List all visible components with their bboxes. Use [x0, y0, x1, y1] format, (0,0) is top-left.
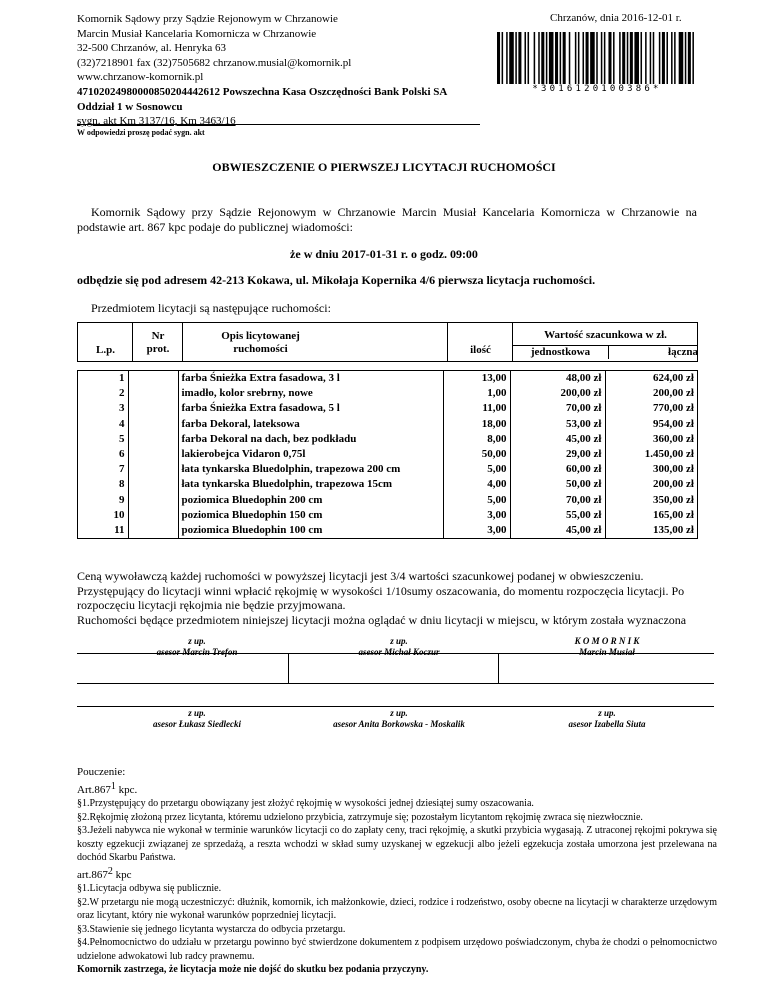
cell-ilosc: 13,00 — [443, 371, 510, 386]
signature-line — [77, 653, 714, 654]
signature-cell — [299, 708, 499, 730]
header-website: www.chrzanow-komornik.pl — [77, 71, 204, 84]
barcode-bar — [619, 32, 621, 84]
cell-nr — [128, 523, 178, 538]
barcode-bar — [555, 32, 558, 84]
signature-row — [77, 702, 714, 738]
cell-laczna: 350,00 zł — [653, 493, 694, 506]
cell-opis: farba Śnieżka Extra fasadowa, 5 l — [178, 401, 443, 416]
cell-opis: lakierobejca Vidaron 0,75l — [178, 447, 443, 462]
document-title: OBWIESZCZENIE O PIERWSZEJ LICYTACJI RUCHOMOŚCI — [212, 160, 556, 174]
article-sup: 1 — [110, 780, 116, 792]
signature-row — [77, 630, 714, 666]
table-row — [78, 462, 697, 477]
barcode-bar — [549, 32, 554, 84]
barcode-bar — [560, 32, 562, 84]
header-cell-ilosc — [448, 323, 513, 361]
cell-jedn: 55,00 zł — [510, 508, 605, 523]
header-cell-nr — [133, 323, 183, 361]
cell-lp: 7 — [78, 462, 128, 477]
barcode-bar — [671, 32, 673, 84]
cell-lp: 4 — [78, 417, 128, 432]
cell-jedn: 70,00 zł — [510, 493, 605, 508]
barcode-bar — [688, 32, 691, 84]
barcode-bar — [509, 32, 514, 84]
signature-line — [77, 683, 714, 684]
cell-nr — [128, 493, 178, 508]
barcode-bar — [596, 32, 598, 84]
cell-opis: łata tynkarska Bluedolphin, trapezowa 15cm — [178, 477, 443, 492]
signature-name: asesor Anita Borkowska - Moskalik — [333, 719, 465, 729]
signature-top: z up. — [390, 636, 408, 646]
signature-cell — [507, 636, 707, 658]
header-bank-branch: Oddział 1 w Sosnowcu — [77, 100, 183, 113]
legal-notice — [77, 766, 717, 977]
cell-opis: farba Dekoral, lateksowa — [178, 417, 443, 432]
cell-laczna: 165,00 zł — [653, 508, 694, 521]
header-cell-lp — [78, 323, 133, 361]
header-ilosc: ilość — [470, 344, 491, 356]
signature-cell — [299, 636, 499, 658]
barcode-bar — [685, 32, 687, 84]
barcode-bar — [575, 32, 577, 84]
notice-paragraph: §2.Rękojmię złożoną przez licytanta, któremu udzielono przybicia, zatrzymuje się; pozostałym licytantom rękojmię zwraca się niezwłocznie. — [77, 811, 643, 823]
cell-nr — [128, 417, 178, 432]
cell-jedn: 70,00 zł — [510, 401, 605, 416]
cell-nr — [128, 401, 178, 416]
subject-line: Przedmiotem licytacji są następujące ruchomości: — [91, 301, 331, 315]
notice-paragraph: §3.Jeżeli nabywca nie wykonał w terminie warunków licytacji co do zapłaty ceny, traci rękojmię, a skutki przybicia wygasają. Z utraconej rękojmi pokrywa się koszty egzekucji związanej ze sprzedażą, a reszta wchodzi w skład sumy uzyskanej w egzekucji albo jeżeli egzekucja została umorzona jest przelewana na dochód Skarbu Państwa. — [77, 825, 717, 863]
header-bank-account: 47102024980000850204442612 Powszechna Kasa Oszczędności Bank Polski SA — [77, 85, 448, 98]
signature-top: z up. — [598, 708, 616, 718]
notice-paragraph: §2.W przetargu nie mogą uczestniczyć: dłużnik, komornik, ich małżonkowie, dzieci, rodzice i rodzeństwo, osoby obecne na licytacji w charakterze urzędowym oraz licytant, który nie wykonał warunków poprzedniej licytacji. — [77, 896, 717, 921]
table-row — [78, 447, 697, 462]
barcode-bar — [608, 32, 611, 84]
signature-divider — [498, 653, 499, 683]
barcode-bar — [650, 32, 652, 84]
case-signature: sygn. akt Km 3137/16, Km 3463/16 — [77, 115, 236, 128]
barcode-bar — [569, 32, 571, 84]
article-sup: 2 — [107, 865, 113, 877]
signature-name: asesor Michał Koczur — [358, 647, 440, 657]
article-number: Art.867 — [77, 783, 111, 796]
header-divider — [77, 124, 480, 125]
header-line: Marcin Musiał Kancelaria Komornicza w Chrzanowie — [77, 27, 317, 40]
notice-closing: Komornik zastrzega, że licytacja może nie dojść do skutku bez podania przyczyny. — [77, 964, 429, 975]
table-row — [78, 371, 697, 386]
barcode-bar — [518, 32, 521, 84]
signature-cell — [507, 708, 707, 730]
barcode-bar — [541, 32, 544, 84]
cell-ilosc: 5,00 — [443, 493, 510, 508]
barcode-bar — [645, 32, 647, 84]
cell-ilosc: 3,00 — [443, 508, 510, 523]
cell-opis: farba Śnieżka Extra fasadowa, 3 l — [178, 371, 443, 386]
barcode-image — [497, 32, 697, 84]
table-row — [78, 493, 697, 508]
cell-laczna: 300,00 zł — [653, 463, 694, 476]
signature-cell — [97, 636, 297, 658]
cell-lp: 11 — [78, 523, 128, 538]
cell-laczna: 770,00 zł — [653, 402, 694, 415]
cell-opis: poziomica Bluedophin 100 cm — [178, 523, 443, 538]
barcode-bar — [538, 32, 540, 84]
cell-nr — [128, 432, 178, 447]
article-code: kpc. — [115, 783, 138, 796]
table-row — [78, 432, 697, 447]
cell-ilosc: 4,00 — [443, 477, 510, 492]
header-jedn: jednostkowa — [513, 346, 609, 359]
header-nr-line1: Nr — [151, 330, 165, 342]
barcode-bar — [659, 32, 661, 84]
items-table-header — [77, 322, 698, 362]
barcode-bar — [634, 32, 639, 84]
cell-lp: 3 — [78, 401, 128, 416]
barcode-bar — [497, 32, 500, 84]
city-date: Chrzanów, dnia 2016-12-01 r. — [550, 12, 682, 24]
cell-lp: 9 — [78, 493, 128, 508]
cell-lp: 2 — [78, 386, 128, 401]
notice-paragraph: §1.Przystępujący do przetargu obowiązany jest złożyć rękojmię w wysokości jednej dziesiątej sumy oszacowania. — [77, 798, 534, 809]
cell-laczna: 200,00 zł — [653, 478, 694, 491]
cell-nr — [128, 462, 178, 477]
cell-jedn: 45,00 zł — [510, 432, 605, 447]
auction-address: odbędzie się pod adresem 42-213 Kokawa, ul. Mikołaja Kopernika 4/6 pierwsza licytacja ruchomości. — [77, 273, 596, 287]
cell-ilosc: 3,00 — [443, 523, 510, 538]
barcode-bar — [613, 32, 615, 84]
items-table — [77, 370, 698, 539]
barcode-bar — [528, 32, 530, 84]
barcode-bar — [583, 32, 585, 84]
cell-jedn: 53,00 zł — [510, 417, 605, 432]
cell-nr — [128, 371, 178, 386]
table-row — [78, 401, 697, 416]
auction-date: że w dniu 2017-01-31 r. o godz. 09:00 — [290, 247, 478, 261]
barcode-text: *3016120100386* — [532, 84, 662, 94]
signature-block — [77, 630, 714, 729]
barcode-bar — [630, 32, 633, 84]
cell-ilosc: 8,00 — [443, 432, 510, 447]
cell-lp: 1 — [78, 371, 128, 386]
barcode-bar — [546, 32, 548, 84]
cell-jedn: 60,00 zł — [510, 462, 605, 477]
signature-top: K O M O R N I K — [574, 636, 640, 646]
barcode-bar — [586, 32, 589, 84]
condition-line: Ceną wywoławczą każdej ruchomości w powyższej licytacji jest 3/4 wartości szacunkowej podanej w obwieszczeniu. — [77, 569, 644, 583]
cell-opis: łata tynkarska Bluedolphin, trapezowa 200 cm — [178, 462, 443, 477]
cell-nr — [128, 477, 178, 492]
cell-ilosc: 11,00 — [443, 401, 510, 416]
table-row — [78, 386, 697, 401]
signature-top: z up. — [188, 708, 206, 718]
article-number: art.867 — [77, 868, 108, 881]
cell-opis: poziomica Bluedophin 150 cm — [178, 508, 443, 523]
header-wartosc: Wartość szacunkowa w zł. — [544, 329, 667, 341]
signature-name: Marcin Musiał — [579, 647, 635, 657]
cell-nr — [128, 508, 178, 523]
signature-name: asesor Łukasz Siedlecki — [152, 719, 241, 729]
cell-nr — [128, 447, 178, 462]
barcode-bar — [679, 32, 684, 84]
barcode-bar — [601, 32, 603, 84]
header-lp: L.p. — [96, 344, 115, 356]
article-code: kpc — [112, 868, 132, 881]
cell-ilosc: 5,00 — [443, 462, 510, 477]
article-ref — [77, 780, 717, 798]
table-row — [78, 477, 697, 492]
notice-paragraph: §4.Pełnomocnictwo do udziału w przetargu powinno być stwierdzone dokumentem z podpisem urzędowo poświadczonym, chyba że chodzi o pełnomocnictwo udzielone adwokatowi lub radcy prawnemu. — [77, 937, 717, 962]
article-ref — [77, 865, 717, 883]
barcode-bar — [604, 32, 606, 84]
cell-lp: 5 — [78, 432, 128, 447]
header-contact: (32)7218901 fax (32)7505682 chrzanow.musial@komornik.pl — [77, 56, 352, 69]
header-opis-line2: ruchomości — [233, 343, 288, 355]
signature-name: asesor Marcin Trefon — [156, 647, 238, 657]
notice-heading: Pouczenie: — [77, 766, 126, 778]
condition-line: Przystępujący do licytacji winni wpłacić rękojmię w wysokości 1/10sumy oszacowania, do momentu rozpoczęcia licytacji. Po rozpoczęciu licytacji rękojmia nie będzie przyjmowana. — [77, 583, 685, 613]
cell-laczna: 135,00 zł — [653, 523, 694, 536]
header-cell-wartosc — [513, 323, 698, 361]
barcode-bar — [534, 32, 536, 84]
cell-ilosc: 18,00 — [443, 417, 510, 432]
header-opis-line1: Opis licytowanej — [221, 330, 300, 342]
barcode-bar — [674, 32, 676, 84]
cell-laczna: 360,00 zł — [653, 432, 694, 445]
cell-laczna: 624,00 zł — [653, 372, 694, 385]
signature-cell — [97, 708, 297, 730]
table-row — [78, 417, 697, 432]
cell-jedn: 50,00 zł — [510, 477, 605, 492]
intro-paragraph: Komornik Sądowy przy Sądzie Rejonowym w Chrzanowie Marcin Musiał Kancelaria Komornicza w Chrzanowie na podstawie art. 867 kpc podaje do publicznej wiadomości: — [77, 205, 697, 234]
signature-top: z up. — [188, 636, 206, 646]
barcode-bar — [590, 32, 595, 84]
cell-opis: farba Dekoral na dach, bez podkładu — [178, 432, 443, 447]
cell-ilosc: 50,00 — [443, 447, 510, 462]
barcode-bar — [622, 32, 625, 84]
cell-jedn: 29,00 zł — [510, 447, 605, 462]
cell-jedn: 48,00 zł — [510, 371, 605, 386]
cell-lp: 8 — [78, 477, 128, 492]
barcode-bar — [641, 32, 643, 84]
header-line: 32-500 Chrzanów, al. Henryka 63 — [77, 42, 226, 55]
cell-opis: poziomica Bluedophin 200 cm — [178, 493, 443, 508]
barcode-bar — [662, 32, 665, 84]
header-laczna: łączna — [668, 346, 698, 358]
cell-ilosc: 1,00 — [443, 386, 510, 401]
barcode-bar — [653, 32, 655, 84]
conditions-text — [77, 569, 707, 627]
barcode-bar — [563, 32, 566, 84]
barcode-bar — [502, 32, 504, 84]
barcode-bar — [578, 32, 580, 84]
notice-paragraph: §3.Stawienie się jednego licytanta wystarcza do odbycia przetargu. — [77, 923, 346, 935]
office-header — [77, 12, 517, 129]
header-nr-line2: prot. — [146, 343, 170, 355]
cell-lp: 10 — [78, 508, 128, 523]
cell-nr — [128, 386, 178, 401]
cell-laczna: 200,00 zł — [653, 387, 694, 400]
cell-opis: imadło, kolor srebrny, nowe — [178, 386, 443, 401]
header-cell-opis — [183, 323, 448, 361]
barcode-bar — [666, 32, 668, 84]
signature-name: asesor Izabella Siuta — [568, 719, 646, 729]
barcode-bar — [627, 32, 629, 84]
signature-divider — [288, 653, 289, 683]
cell-laczna: 954,00 zł — [653, 417, 694, 430]
header-line: Komornik Sądowy przy Sądzie Rejonowym w Chrzanowie — [77, 13, 338, 25]
signature-top: z up. — [390, 708, 408, 718]
cell-jedn: 200,00 zł — [510, 386, 605, 401]
condition-line: Ruchomości będące przedmiotem niniejszej licytacji można oglądać w dniu licytacji w miejscu, w którym została wyznaczona — [77, 612, 687, 627]
notice-paragraph: §1.Licytacja odbywa się publicznie. — [77, 883, 222, 894]
cell-lp: 6 — [78, 447, 128, 462]
cell-laczna: 1.450,00 zł — [644, 448, 694, 461]
barcode-bar — [524, 32, 526, 84]
header-opis — [183, 330, 338, 356]
header-nr — [133, 330, 183, 356]
table-row — [78, 523, 697, 538]
cell-jedn: 45,00 zł — [510, 523, 605, 538]
barcode-bar — [515, 32, 517, 84]
barcode-bar — [506, 32, 508, 84]
signature-note: W odpowiedzi proszę podać sygn. akt — [77, 128, 205, 137]
table-row — [78, 508, 697, 523]
barcode-bar — [692, 32, 694, 84]
